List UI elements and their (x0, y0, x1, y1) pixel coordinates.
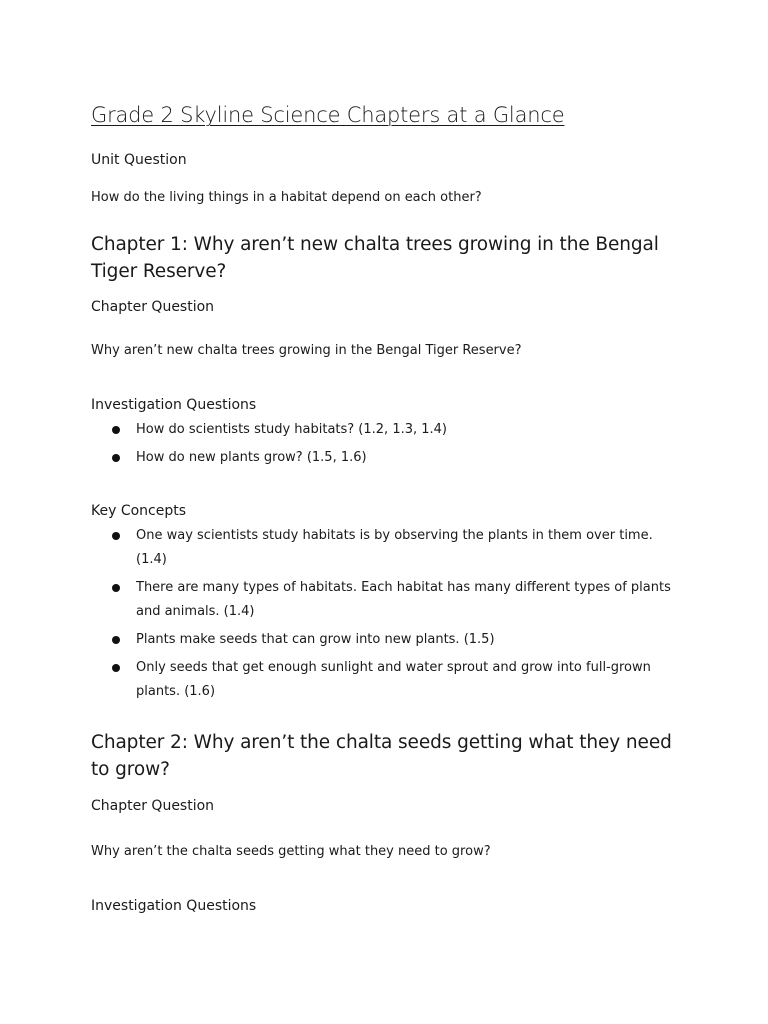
list-item-text: One way scientists study habitats is by observing the plants in them over time. (1.4) (136, 528, 653, 567)
chapter-2-question-label: Chapter Question (91, 798, 215, 814)
list-item (91, 656, 681, 704)
list-item (91, 418, 681, 442)
bullet-icon (112, 426, 120, 434)
list-item-text: Plants make seeds that can grow into new plants. (1.5) (136, 632, 495, 647)
chapter-1-investigation-label: Investigation Questions (91, 397, 257, 413)
chapter-2-question-text: Why aren’t the chalta seeds getting what they need to grow? (91, 844, 491, 859)
list-item (91, 524, 681, 572)
chapter-1-investigation-list (91, 418, 681, 474)
bullet-icon (112, 584, 120, 592)
chapter-2-investigation-label: Investigation Questions (91, 898, 257, 914)
chapter-1-heading: Chapter 1: Why aren’t new chalta trees growing in the Bengal Tiger Reserve? (91, 234, 659, 282)
chapter-1-key-concepts-list (91, 524, 681, 708)
unit-question-text: How do the living things in a habitat depend on each other? (91, 190, 482, 205)
bullet-icon (112, 664, 120, 672)
bullet-icon (112, 532, 120, 540)
bullet-icon (112, 454, 120, 462)
document-title: Grade 2 Skyline Science Chapters at a Glance (91, 103, 565, 127)
chapter-1-key-concepts-label: Key Concepts (91, 503, 187, 519)
list-item (91, 576, 681, 624)
list-item-text: How do scientists study habitats? (1.2, 1.3, 1.4) (136, 422, 448, 437)
chapter-1-question-label: Chapter Question (91, 299, 215, 315)
list-item-text: How do new plants grow? (1.5, 1.6) (136, 450, 367, 465)
list-item (91, 628, 681, 652)
chapter-2-heading: Chapter 2: Why aren’t the chalta seeds getting what they need to grow? (91, 732, 672, 780)
chapter-1-question-text: Why aren’t new chalta trees growing in the Bengal Tiger Reserve? (91, 343, 522, 358)
list-item-text: There are many types of habitats. Each habitat has many different types of plants and animals. (1.4) (136, 580, 671, 619)
list-item (91, 446, 681, 470)
bullet-icon (112, 636, 120, 644)
unit-question-label: Unit Question (91, 152, 187, 168)
list-item-text: Only seeds that get enough sunlight and water sprout and grow into full-grown plants. (1.6) (136, 660, 651, 699)
